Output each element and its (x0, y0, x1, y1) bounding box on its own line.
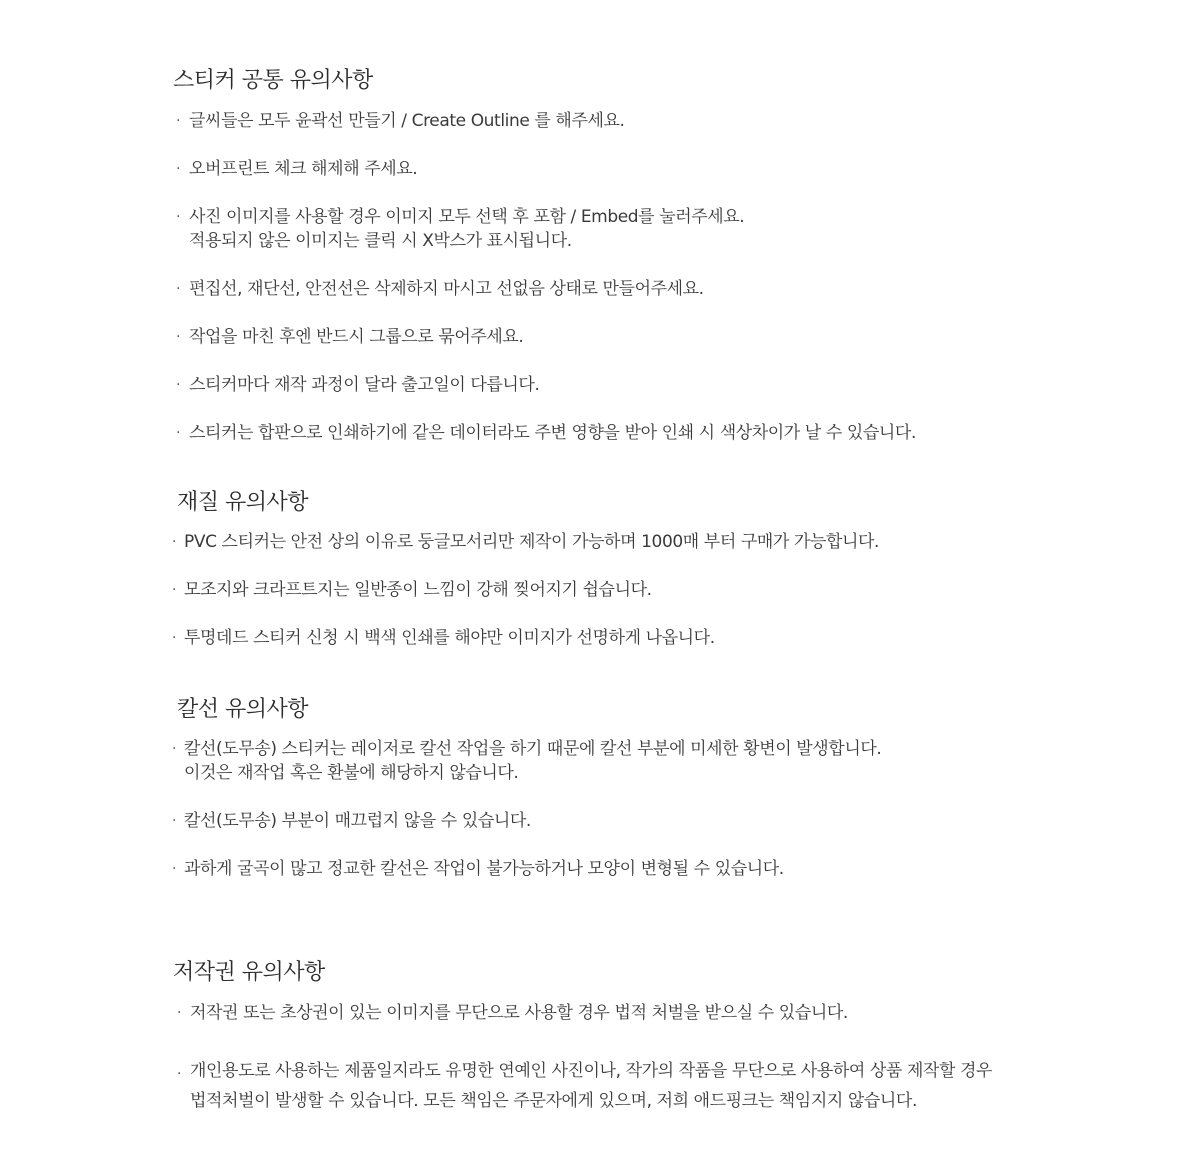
item-text: 개인용도로 사용하는 제품일지라도 유명한 연예인 사진이나, 작가의 작품을 무단으로 사용하여 상품 제작할 경우 (190, 1061, 993, 1081)
list-item (172, 626, 715, 650)
item-text: 칼선(도무송) 스티커는 레이저로 칼선 작업을 하기 때문에 칼선 부분에 미세한 황변이 발생합니다. (184, 739, 882, 759)
list-item (176, 157, 418, 181)
item-text: 과하게 굴곡이 많고 정교한 칼선은 작업이 불가능하거나 모양이 변형될 수 있습니다. (184, 859, 784, 879)
item-text: 사진 이미지를 사용할 경우 이미지 모두 선택 후 포함 / Embed를 눌러주세요. (189, 207, 745, 227)
bullet-icon: · (172, 534, 177, 550)
item-text: 글씨들은 모두 윤곽선 만들기 / Create Outline 를 해주세요. (189, 111, 625, 131)
section-title: 칼선 유의사항 (177, 697, 309, 722)
list-item (176, 325, 524, 349)
section-title: 저작권 유의사항 (173, 960, 325, 985)
bullet-icon: · (176, 377, 181, 393)
item-text: PVC 스티커는 안전 상의 이유로 둥글모서리만 제작이 가능하며 1000매 부터 구매가 가능합니다. (184, 532, 880, 552)
bullet-icon: · (172, 813, 177, 829)
list-item (177, 1056, 993, 1116)
bullet-icon: · (177, 1005, 182, 1021)
item-text: 작업을 마친 후엔 반드시 그룹으로 묶어주세요. (189, 327, 524, 347)
bullet-icon: · (172, 582, 177, 598)
list-item (176, 421, 916, 445)
item-text: 이것은 재작업 혹은 환불에 해당하지 않습니다. (184, 763, 519, 783)
section-title: 재질 유의사항 (177, 490, 309, 515)
item-text: 저작권 또는 초상권이 있는 이미지를 무단으로 사용할 경우 법적 처벌을 받으실 수 있습니다. (190, 1003, 848, 1023)
item-text: 편집선, 재단선, 안전선은 삭제하지 마시고 선없음 상태로 만들어주세요. (189, 279, 704, 299)
item-text: 스티커마다 재작 과정이 달라 출고일이 다릅니다. (189, 375, 540, 395)
bullet-icon: · (172, 861, 177, 877)
bullet-icon: · (176, 113, 181, 129)
bullet-icon: · (176, 425, 181, 441)
bullet-icon: · (177, 1066, 182, 1082)
list-item (172, 578, 652, 602)
bullet-icon: · (176, 209, 181, 225)
section-title: 스티커 공통 유의사항 (173, 68, 373, 93)
list-item (176, 277, 704, 301)
bullet-icon: · (176, 329, 181, 345)
list-item (176, 109, 625, 133)
list-item (172, 737, 882, 785)
item-text: 칼선(도무송) 부분이 매끄럽지 않을 수 있습니다. (184, 811, 531, 831)
bullet-icon: · (172, 741, 177, 757)
item-text: 모조지와 크라프트지는 일반종이 느낌이 강해 찢어지기 쉽습니다. (184, 580, 652, 600)
item-text: 오버프린트 체크 해제해 주세요. (189, 159, 418, 179)
list-item (172, 857, 784, 881)
list-item (176, 373, 540, 397)
bullet-icon: · (176, 161, 181, 177)
list-item (172, 809, 531, 833)
list-item (172, 530, 880, 554)
item-text: 법적처벌이 발생할 수 있습니다. 모든 책임은 주문자에게 있으며, 저희 애드핑크는 책임지지 않습니다. (190, 1091, 917, 1111)
item-text: 적용되지 않은 이미지는 클릭 시 X박스가 표시됩니다. (189, 231, 572, 251)
bullet-icon: · (172, 630, 177, 646)
bullet-icon: · (176, 281, 181, 297)
list-item (177, 1001, 848, 1025)
item-text: 투명데드 스티커 신청 시 백색 인쇄를 해야만 이미지가 선명하게 나옵니다. (184, 628, 715, 648)
item-text: 스티커는 합판으로 인쇄하기에 같은 데이터라도 주변 영향을 받아 인쇄 시 색상차이가 날 수 있습니다. (189, 423, 916, 443)
list-item (176, 205, 745, 253)
